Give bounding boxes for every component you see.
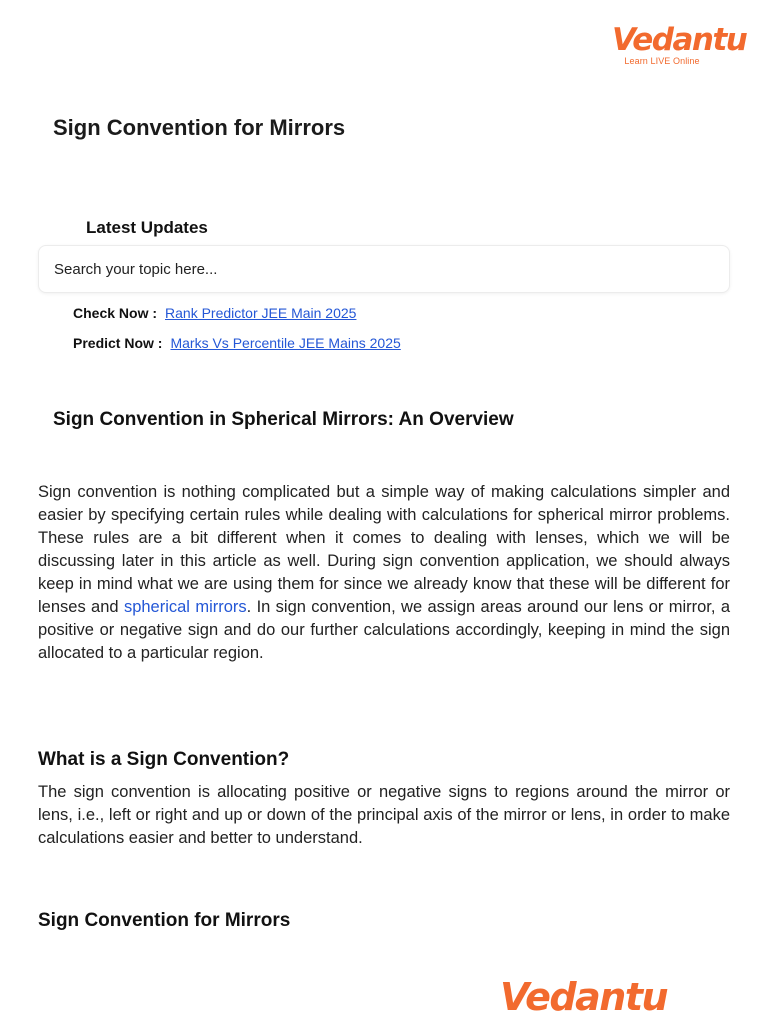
- latest-updates-title: Latest Updates: [86, 218, 208, 237]
- vedantu-footer-logo: Vedantu: [500, 975, 668, 1019]
- search-input[interactable]: [54, 261, 729, 278]
- vedantu-logo[interactable]: [612, 22, 747, 66]
- overview-paragraph: [38, 481, 730, 665]
- update-item: [73, 305, 356, 321]
- search-box[interactable]: [38, 245, 730, 293]
- overview-text-start: Sign convention is nothing complicated but a simple way of making calculations simpler and easier by specifying certain rules while dealing with calculations for spherical mirror problems. These rules are a bit different when it comes to dealing with lenses, which we will be discussing later in this article as well. During sign convention application, we should always keep in mind what we are using them for since we already know that these will be different for lenses and: [38, 483, 730, 616]
- mirrors-heading: Sign Convention for Mirrors: [38, 910, 291, 931]
- what-is-paragraph: The sign convention is allocating positive or negative signs to regions around the mirror or lens, i.e., left or right and up or down of the principal axis of the mirror or lens, in order to make calculations easier and better to understand.: [38, 783, 730, 847]
- rank-predictor-link[interactable]: Rank Predictor JEE Main 2025: [165, 305, 357, 321]
- overview-heading: Sign Convention in Spherical Mirrors: An Overview: [53, 409, 514, 430]
- logo-tagline: Learn LIVE Online: [624, 56, 700, 66]
- marks-vs-percentile-link[interactable]: Marks Vs Percentile JEE Mains 2025: [170, 335, 401, 351]
- update-item: [73, 335, 401, 351]
- spherical-mirrors-link[interactable]: spherical mirrors: [123, 598, 247, 616]
- update-label: Check Now :: [73, 305, 158, 321]
- page-title: Sign Convention for Mirrors: [53, 115, 346, 140]
- overview-text-end: . In sign convention, we assign areas around our lens or mirror, a positive or negative sign and do our further calculations accordingly, keeping in mind the sign allocated to a particular region.: [38, 598, 730, 662]
- logo-wordmark: Vedantu: [612, 22, 747, 58]
- what-is-heading: What is a Sign Convention?: [38, 749, 290, 770]
- update-label: Predict Now :: [73, 335, 163, 351]
